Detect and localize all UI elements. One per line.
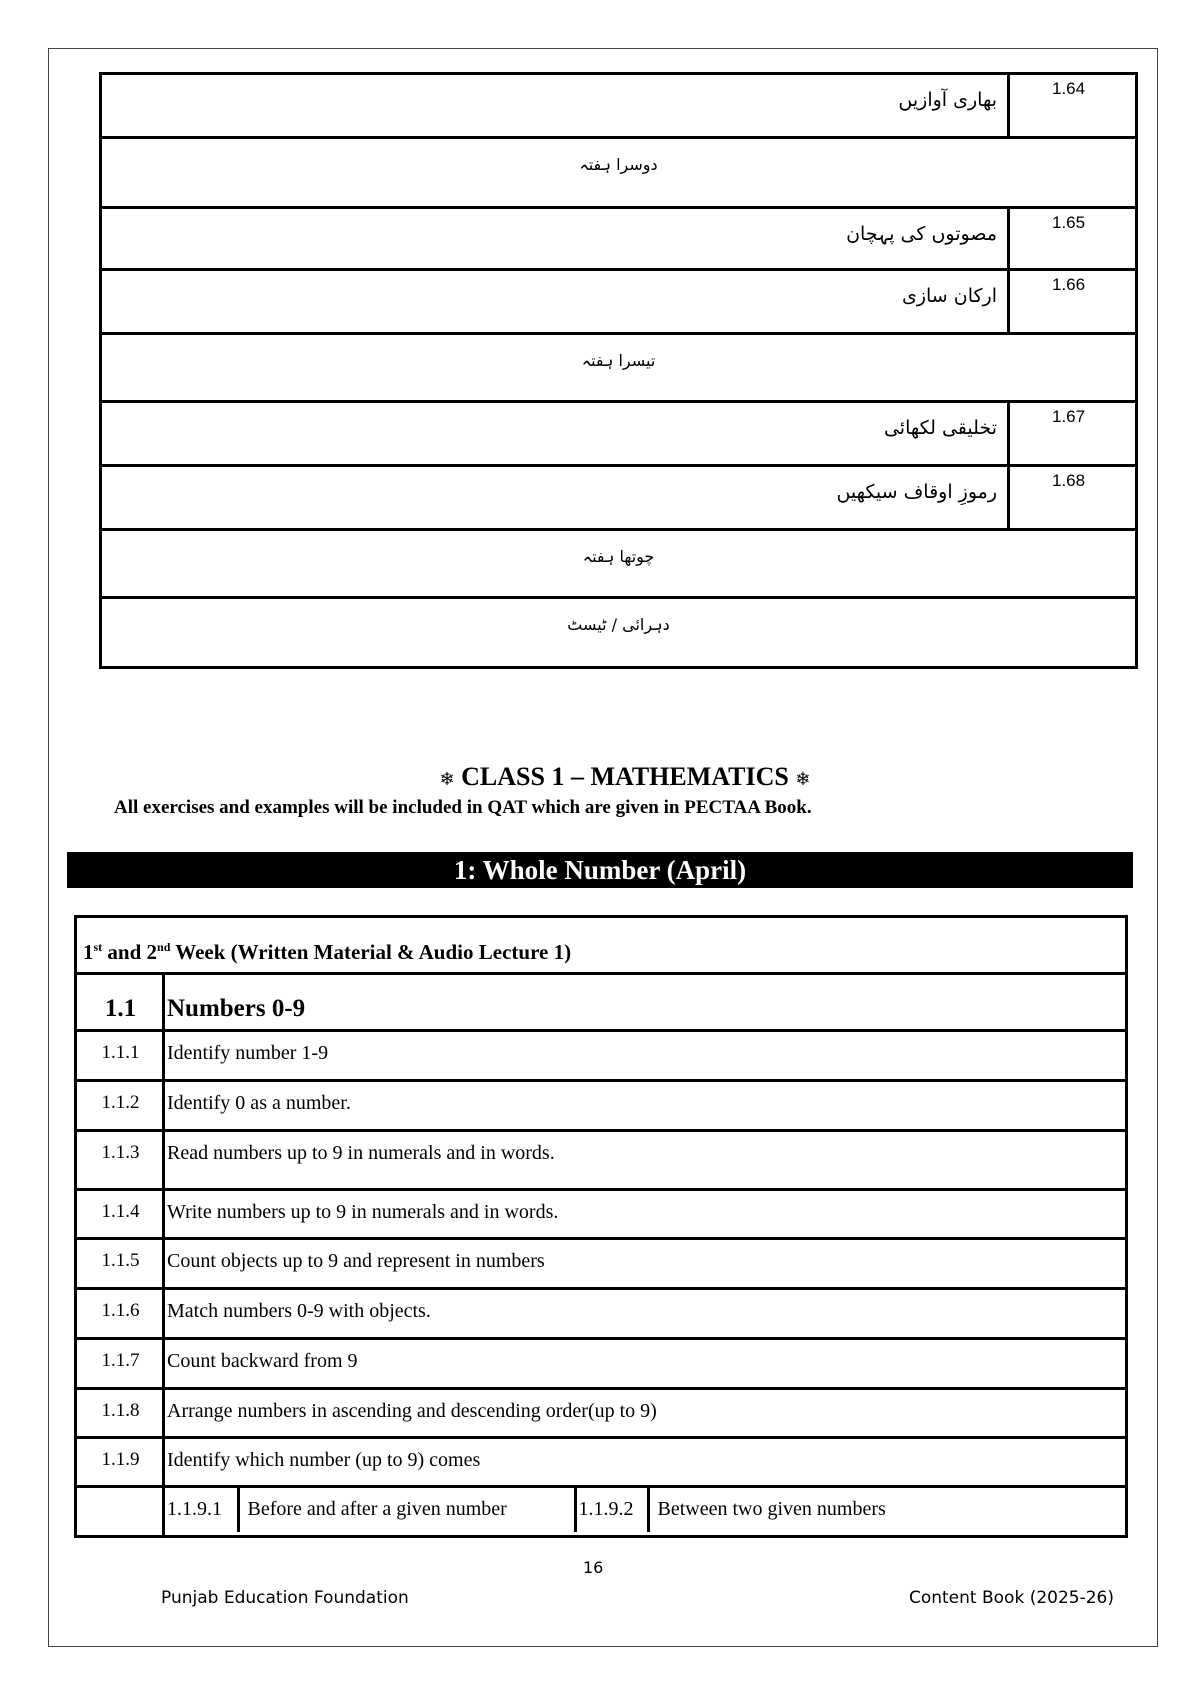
- week-label: تیسرا ہفتہ: [101, 334, 1137, 402]
- topic-code: 1.1.8: [76, 1389, 164, 1438]
- topic-text: Count objects up to 9 and represent in numbers: [164, 1239, 1127, 1289]
- topic-text: Identify 0 as a number.: [164, 1081, 1127, 1131]
- sub-topic-text: Before and after a given number: [238, 1488, 575, 1532]
- class-title: [50, 762, 1200, 794]
- table-row: [101, 270, 1137, 334]
- subtitle: All exercises and examples will be included in QAT which are given in PECTAA Book.: [114, 797, 812, 818]
- ordinal-suffix: nd: [157, 940, 171, 954]
- lesson-number: 1.65: [1009, 208, 1137, 270]
- week-label: چوتھا ہفتہ: [101, 530, 1137, 598]
- math-topics-table: [74, 915, 1128, 1538]
- week-header: [76, 917, 1127, 974]
- topic-code: 1.1.9: [76, 1438, 164, 1487]
- unit-title-bar: 1: Whole Number (April): [67, 852, 1133, 888]
- week-row: [101, 138, 1137, 208]
- topic-code: 1.1.2: [76, 1081, 164, 1131]
- table-row: [76, 1289, 1127, 1339]
- topic-text: Match numbers 0-9 with objects.: [164, 1289, 1127, 1339]
- week-row: [101, 530, 1137, 598]
- lesson-title: مصوتوں کی پہچان: [101, 208, 1009, 270]
- table-row: [76, 1389, 1127, 1438]
- lesson-title: تخلیقی لکھائی: [101, 402, 1009, 466]
- topic-code: 1.1.3: [76, 1131, 164, 1190]
- class-title-text: CLASS 1 – MATHEMATICS: [461, 762, 789, 791]
- sub-topic-text: Between two given numbers: [657, 1498, 886, 1520]
- sub-topic-table: [165, 1488, 1125, 1532]
- week-num: 2: [146, 940, 158, 964]
- snowflake-icon: ❄: [439, 769, 455, 789]
- section-code: 1.1: [76, 974, 164, 1031]
- footer-book-title: Content Book (2025-26): [908, 1588, 1114, 1608]
- table-row: [76, 1190, 1127, 1239]
- page-number: 16: [583, 1558, 604, 1577]
- table-row: [101, 402, 1137, 466]
- table-row: [101, 74, 1137, 138]
- topic-text: Identify which number (up to 9) comes: [164, 1438, 1127, 1487]
- topic-code: 1.1.1: [76, 1031, 164, 1081]
- ordinal-suffix: st: [93, 940, 103, 954]
- topic-text: Read numbers up to 9 in numerals and in words.: [164, 1131, 1127, 1190]
- table-row: [101, 208, 1137, 270]
- section-row: [76, 974, 1127, 1031]
- topic-text: Write numbers up to 9 in numerals and in words.: [164, 1190, 1127, 1239]
- revision-row: [101, 598, 1137, 668]
- week-and: and: [102, 940, 147, 964]
- footer-publisher: Punjab Education Foundation: [161, 1588, 409, 1608]
- lesson-title: رموزِ اوقاف سیکھیں: [101, 466, 1009, 530]
- lesson-number: 1.67: [1009, 402, 1137, 466]
- table-row: [76, 1031, 1127, 1081]
- week-row: [101, 334, 1137, 402]
- class-heading: [0, 762, 1200, 794]
- sub-topic-row-inner: [165, 1488, 1125, 1532]
- lesson-title: ارکان سازی: [101, 270, 1009, 334]
- topic-code: 1.1.4: [76, 1190, 164, 1239]
- lesson-number: 1.64: [1009, 74, 1137, 138]
- topic-code: 1.1.7: [76, 1339, 164, 1389]
- table-row: [76, 1239, 1127, 1289]
- lesson-title: بھاری آوازیں: [101, 74, 1009, 138]
- lesson-number: 1.66: [1009, 270, 1137, 334]
- week-num: 1: [83, 940, 94, 964]
- week-header-row: [76, 917, 1127, 974]
- topic-text: Identify number 1-9: [164, 1031, 1127, 1081]
- topic-text: Count backward from 9: [164, 1339, 1127, 1389]
- table-row: [76, 1081, 1127, 1131]
- snowflake-icon: ❄: [795, 769, 811, 789]
- table-row: [76, 1339, 1127, 1389]
- sub-topic-row: [76, 1487, 1127, 1537]
- topic-text: Arrange numbers in ascending and descending order(up to 9): [164, 1389, 1127, 1438]
- section-title: Numbers 0-9: [164, 974, 1127, 1031]
- urdu-lesson-table: [99, 72, 1138, 669]
- topic-code: 1.1.6: [76, 1289, 164, 1339]
- sub-topic-code: 1.1.9.2: [575, 1488, 648, 1532]
- topic-code: 1.1.5: [76, 1239, 164, 1289]
- week-rest: Week (Written Material & Audio Lecture 1): [170, 940, 572, 964]
- sub-topic-code: 1.1.9.1: [165, 1488, 238, 1532]
- week-label: دوسرا ہفتہ: [101, 138, 1137, 208]
- table-row: [101, 466, 1137, 530]
- sub-topic-cell: [164, 1487, 1127, 1537]
- empty-cell: [76, 1487, 164, 1537]
- table-row: [76, 1131, 1127, 1190]
- table-row: [76, 1438, 1127, 1487]
- lesson-number: 1.68: [1009, 466, 1137, 530]
- revision-label: دہرائی / ٹیسٹ: [101, 598, 1137, 668]
